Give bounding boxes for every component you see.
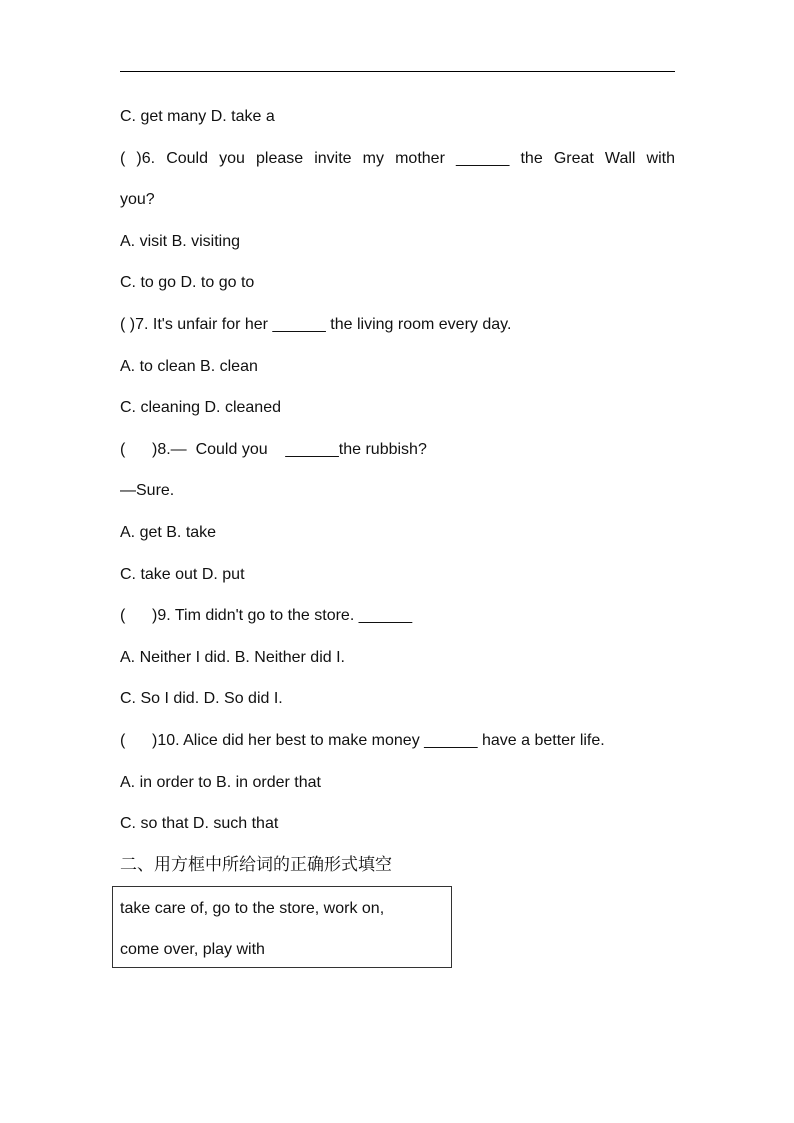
word-box-line: take care of, go to the store, work on, <box>120 900 385 917</box>
question-8-answer: —Sure. <box>120 482 175 500</box>
option-line-9cd: C. So I did. D. So did I. <box>120 690 283 708</box>
option-line-10ab: A. in order to B. in order that <box>120 773 321 791</box>
question-6-continued: you? <box>120 191 155 209</box>
question-9: ( )9. Tim didn't go to the store. ______ <box>120 607 413 625</box>
option-line-7cd: C. cleaning D. cleaned <box>120 399 281 417</box>
option-line-10cd: C. so that D. such that <box>120 815 279 833</box>
option-line-9ab: A. Neither I did. B. Neither did I. <box>120 648 345 666</box>
question-8: ( )8.— Could you ______the rubbish? <box>120 440 427 458</box>
header-rule <box>120 71 675 72</box>
option-line-7ab: A. to clean B. clean <box>120 357 258 375</box>
option-line-8cd: C. take out D. put <box>120 565 245 583</box>
question-7: ( )7. It's unfair for her ______ the living room every day. <box>120 315 512 333</box>
question-6: ( )6. Could you please invite my mother ______ the Great Wall with <box>120 149 675 167</box>
option-line-6ab: A. visit B. visiting <box>120 232 241 250</box>
exercise-content <box>120 96 675 886</box>
section-heading: 二、用方框中所给词的正确形式填空 <box>120 854 392 875</box>
word-box <box>112 886 452 968</box>
option-line-6cd: C. to go D. to go to <box>120 274 255 292</box>
option-line-8ab: A. get B. take <box>120 523 217 541</box>
word-box-line: come over, play with <box>120 941 265 958</box>
option-line-5cd: C. get many D. take a <box>120 108 275 125</box>
question-10: ( )10. Alice did her best to make money ______ have a better life. <box>120 731 605 749</box>
